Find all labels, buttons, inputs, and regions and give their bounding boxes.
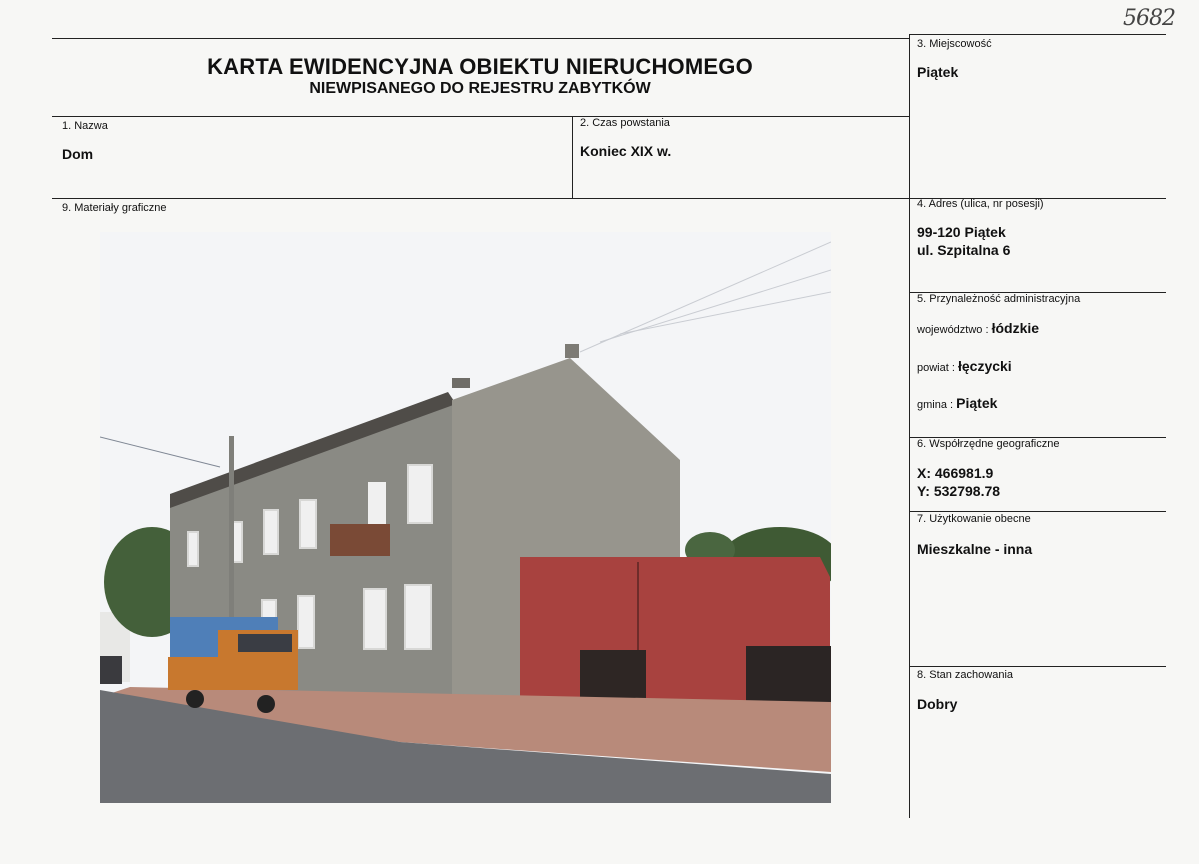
divider-7-8: [910, 666, 1166, 667]
field-value-uzytkowanie: Mieszkalne - inna: [917, 541, 1033, 557]
card-subtitle: NIEWPISANEGO DO REJESTRU ZABYTKÓW: [309, 80, 651, 97]
value-wojewodztwo: łódzkie: [991, 320, 1040, 336]
field-label-nazwa: 1. Nazwa: [62, 120, 108, 132]
value-powiat: łęczycki: [957, 358, 1012, 374]
truck-wheel-rear: [186, 690, 204, 708]
field-value-y: Y: 532798.78: [917, 483, 1001, 499]
field-value-x: X: 466981.9: [917, 465, 994, 481]
divider-title: [52, 116, 910, 117]
field-label-czas: 2. Czas powstania: [580, 117, 670, 129]
truck-windshield: [238, 634, 292, 652]
field-label-materialy: 9. Materiały graficzne: [62, 202, 167, 214]
chimney-2: [452, 378, 470, 388]
field-label-miejscowosc: 3. Miejscowość: [917, 38, 992, 50]
border-top-right: [910, 34, 1166, 35]
chimney: [565, 344, 579, 358]
label-powiat: powiat :: [917, 362, 955, 374]
row-wojewodztwo: [917, 320, 1039, 336]
field-value-adres-line1: 99-120 Piątek: [917, 224, 1006, 240]
column-divider: [909, 34, 910, 818]
border-top-left: [52, 38, 910, 39]
field-value-stan: Dobry: [917, 696, 958, 712]
divider-name-time: [572, 116, 573, 198]
card-title: KARTA EWIDENCYJNA OBIEKTU NIERUCHOMEGO: [207, 54, 753, 79]
divider-6-7: [910, 511, 1166, 512]
value-gmina: Piątek: [956, 395, 998, 411]
parked-car: [100, 656, 122, 684]
field-value-adres-line2: ul. Szpitalna 6: [917, 242, 1011, 258]
label-gmina: gmina :: [917, 399, 954, 411]
balcony-railing: [330, 524, 390, 556]
handwritten-number: 5682: [1123, 6, 1175, 31]
building-photo: [100, 232, 831, 803]
row-powiat: [917, 358, 1012, 374]
truck-body: [168, 657, 298, 690]
field-label-stan: 8. Stan zachowania: [917, 669, 1014, 681]
field-label-przynaleznosc: 5. Przynależność administracyjna: [917, 293, 1081, 305]
field-label-uzytkowanie: 7. Użytkowanie obecne: [917, 513, 1031, 525]
balcony-door: [368, 482, 386, 524]
field-label-wspolrzedne: 6. Współrzędne geograficzne: [917, 438, 1060, 450]
field-value-miejscowosc: Piątek: [917, 64, 959, 80]
field-value-nazwa: Dom: [62, 146, 94, 162]
truck-wheel-front: [257, 695, 275, 713]
row-gmina: [917, 395, 997, 411]
field-value-czas: Koniec XIX w.: [580, 143, 672, 159]
label-wojewodztwo: województwo :: [917, 324, 989, 336]
field-label-adres: 4. Adres (ulica, nr posesji): [917, 198, 1044, 210]
